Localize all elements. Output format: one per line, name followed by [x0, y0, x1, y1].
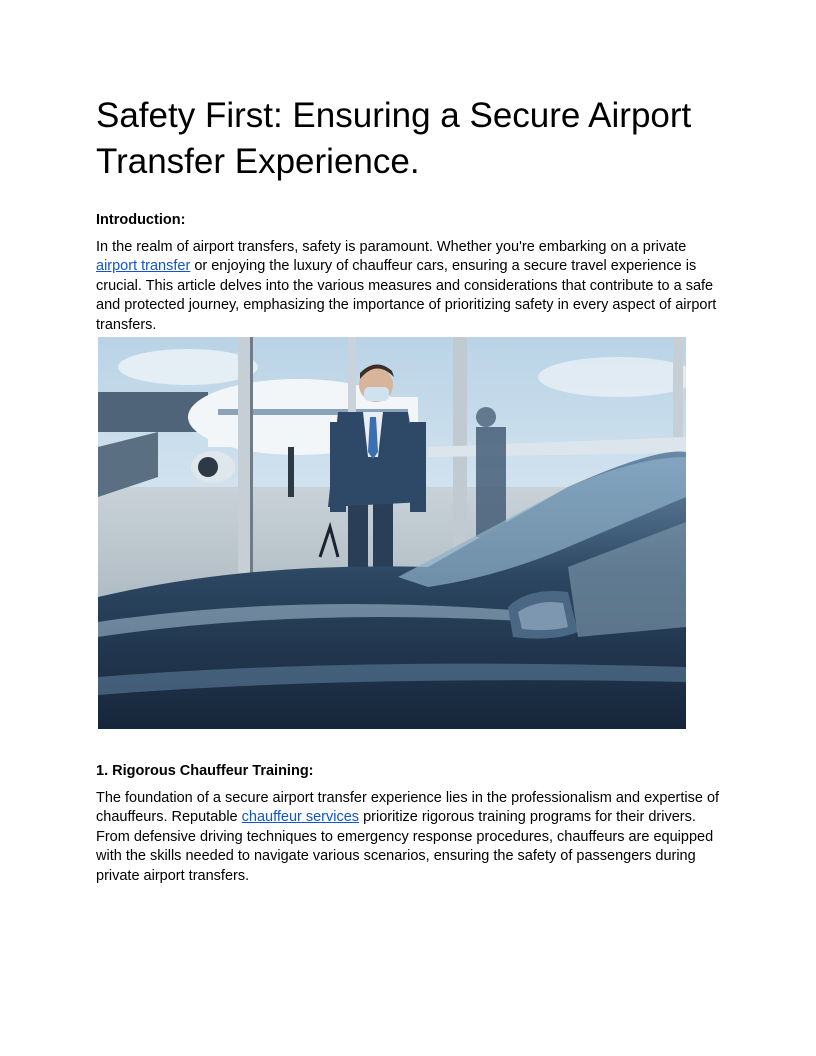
photo-chauffeur-airport-car-icon: [98, 337, 686, 729]
section1-heading: 1. Rigorous Chauffeur Training:: [96, 763, 314, 779]
intro-text-start: In the realm of airport transfers, safety is paramount. Whether you're embarking on a private: [96, 239, 687, 255]
section1-text-start: The foundation of a secure airport transfer experience lies in the professionalism and expertise of chauffeurs. Reputable: [96, 790, 720, 826]
intro-paragraph: [96, 238, 726, 335]
chauffeur-airport-photo: [98, 337, 686, 729]
intro-heading: Introduction:: [96, 212, 186, 228]
chauffeur-services-link[interactable]: chauffeur services: [241, 809, 360, 826]
section1-text-end: prioritize rigorous training programs for their drivers. From defensive driving techniques to emergency response procedures, chauffeurs are equipped with the skills needed to navigate various scenarios, ensuring the safety of passengers during private airport transfers.: [96, 809, 714, 884]
document-title: Safety First: Ensuring a Secure Airport Transfer Experience.: [96, 96, 692, 181]
airport-transfer-link[interactable]: airport transfer: [96, 258, 191, 275]
intro-text-end: or enjoying the luxury of chauffeur cars, ensuring a secure travel experience is crucial. This article delves into the various measures and considerations that contribute to a safe and protected journey, emphasizing the importance of prioritizing safety in every aspect of airport transfers.: [96, 258, 717, 333]
section1-paragraph: [96, 789, 726, 886]
